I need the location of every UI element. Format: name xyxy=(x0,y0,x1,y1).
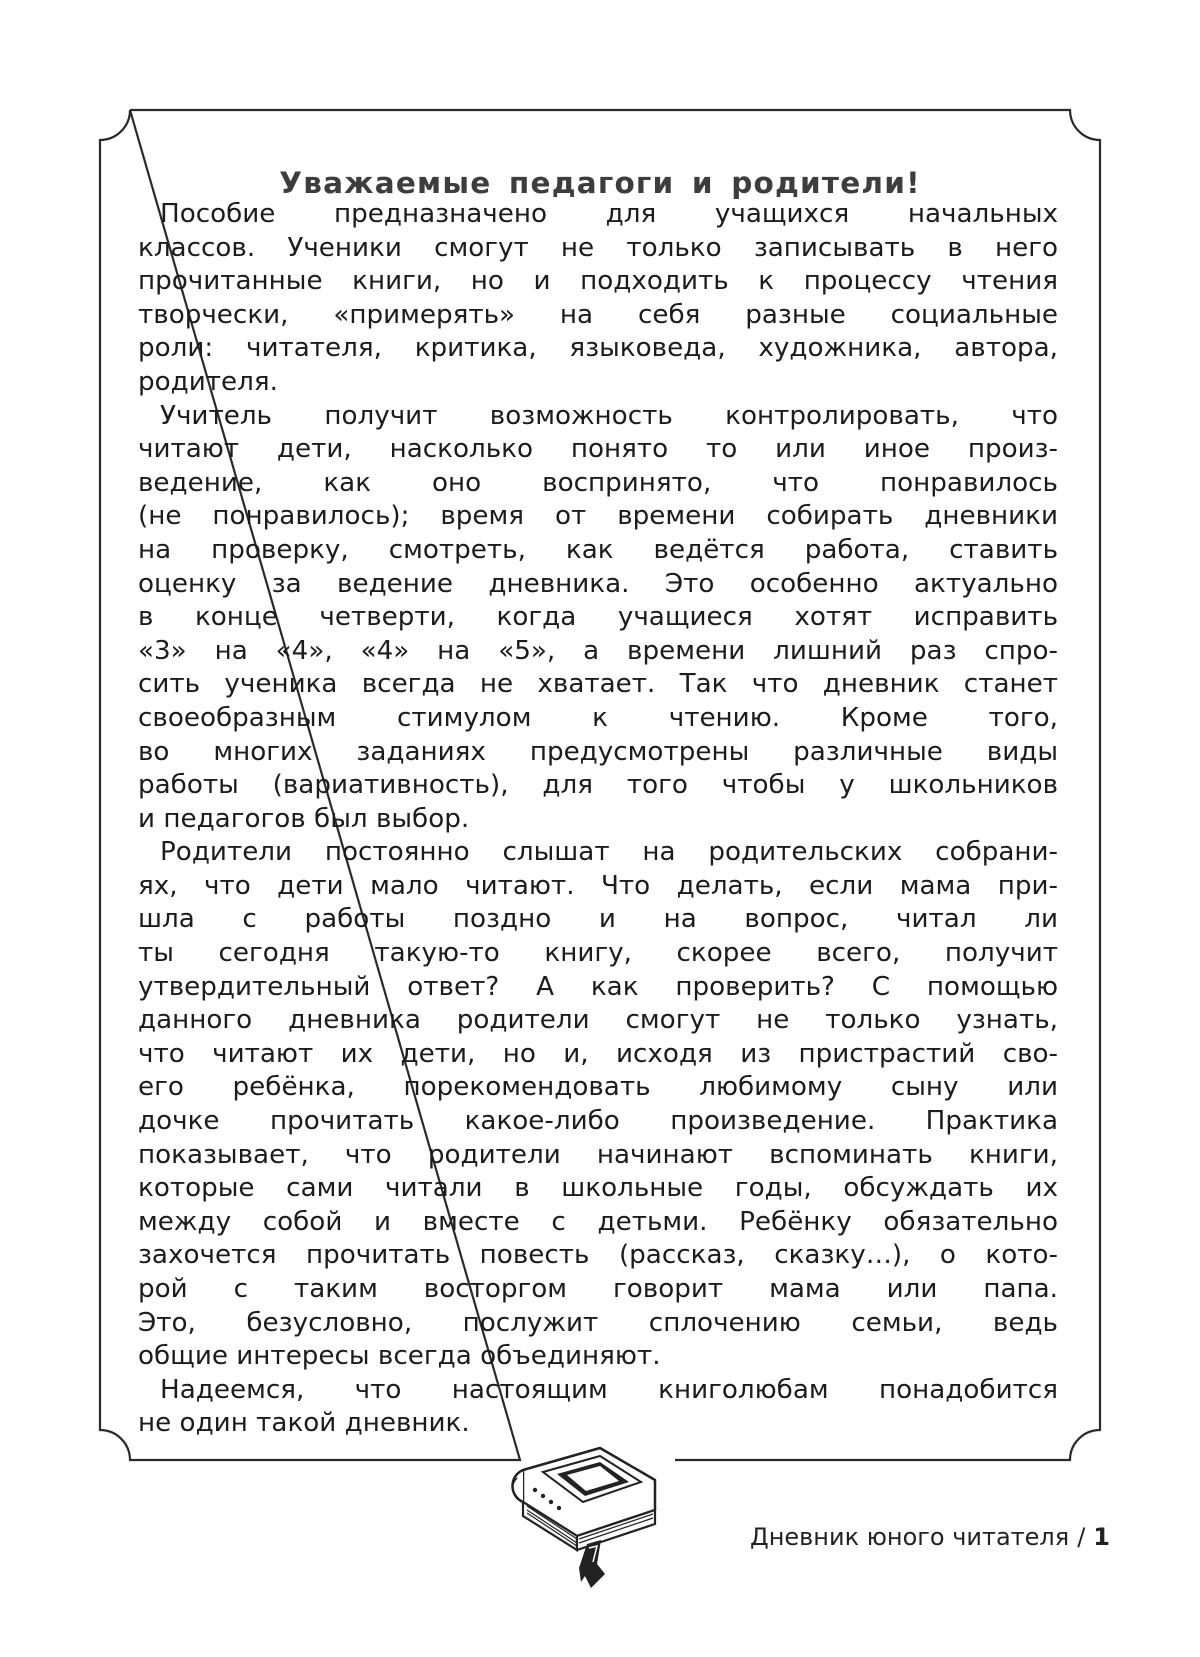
body-line: и педагогов был выбор. xyxy=(138,803,470,834)
body-line: читают дети, насколько понято то или иное произ- xyxy=(138,434,1058,465)
body-line: Учитель получит возможность контролировать, что xyxy=(160,400,1058,431)
body-line: которые сами читали в школьные годы, обсуждать их xyxy=(138,1173,1058,1204)
body-line: общие интересы всегда объединяют. xyxy=(138,1341,661,1372)
body-line: на проверку, смотреть, как ведётся работа, ставить xyxy=(138,534,1058,565)
footer-book-title: Дневник юного читателя xyxy=(749,1523,1070,1551)
page-title: Уважаемые педагоги и родители! xyxy=(279,165,921,200)
body-line: Надеемся, что настоящим книголюбам понадобится xyxy=(160,1374,1058,1405)
body-line: ведение, как оно воспринято, что понравилось xyxy=(138,467,1058,498)
body-line: между собой и вместе с детьми. Ребёнку обязательно xyxy=(138,1206,1058,1237)
body-line: «3» на «4», «4» на «5», а времени лишний раз спро- xyxy=(138,635,1058,666)
body-line: оценку за ведение дневника. Это особенно актуально xyxy=(138,568,1058,599)
body-line: в конце четверти, когда учащиеся хотят исправить xyxy=(138,602,1058,633)
body-line: Это, безусловно, послужит сплочению семьи, ведь xyxy=(138,1307,1058,1338)
body-line: дочке прочитать какое-либо произведение. Практика xyxy=(138,1106,1058,1137)
body-line: рой с таким восторгом говорит мама или папа. xyxy=(138,1274,1058,1304)
body-line: Пособие предназначено для учащихся начальных xyxy=(160,199,1058,229)
body-line: Родители постоянно слышат на родительских собрани- xyxy=(160,837,1058,868)
body-line: не один такой дневник. xyxy=(138,1408,470,1439)
body-line: показывает, что родители начинают вспоминать книги, xyxy=(138,1139,1058,1170)
body-line: прочитанные книги, но и подходить к процессу чтения xyxy=(138,266,1058,297)
page-footer xyxy=(640,1523,1110,1551)
footer-separator: / xyxy=(1077,1523,1086,1551)
body-line: (не понравилось); время от времени собирать дневники xyxy=(138,501,1058,532)
body-line: ях, что дети мало читают. Что делать, если мама при- xyxy=(138,870,1058,901)
body-line: во многих заданиях предусмотрены различные виды xyxy=(138,736,1058,767)
body-line: своеобразным стимулом к чтению. Кроме того, xyxy=(138,702,1058,733)
body-line: данного дневника родители смогут не только узнать, xyxy=(138,1005,1058,1036)
body-line: утвердительный ответ? А как проверить? С помощью xyxy=(138,971,1058,1002)
open-book-icon xyxy=(505,1440,665,1590)
body-line: роли: читателя, критика, языковеда, художника, автора, xyxy=(138,333,1058,364)
body-line: классов. Ученики смогут не только записывать в него xyxy=(138,232,1058,263)
body-line: творчески, «примерять» на себя разные социальные xyxy=(138,299,1058,330)
body-line: работы (вариативность), для того чтобы у школьников xyxy=(138,770,1058,801)
body-line: что читают их дети, но и, исходя из пристрастий сво- xyxy=(138,1038,1058,1069)
body-line: шла с работы поздно и на вопрос, читал ли xyxy=(138,904,1058,935)
body-line: захочется прочитать повесть (рассказ, сказку…), о кото- xyxy=(138,1240,1058,1271)
body-line: родителя. xyxy=(138,366,278,397)
body-line: сить ученика всегда не хватает. Так что дневник станет xyxy=(138,669,1058,700)
body-text xyxy=(138,198,1058,1441)
body-line: его ребёнка, порекомендовать любимому сыну или xyxy=(138,1072,1058,1103)
page-number: 1 xyxy=(1093,1523,1110,1551)
body-line: ты сегодня такую-то книгу, скорее всего, получит xyxy=(138,938,1058,969)
